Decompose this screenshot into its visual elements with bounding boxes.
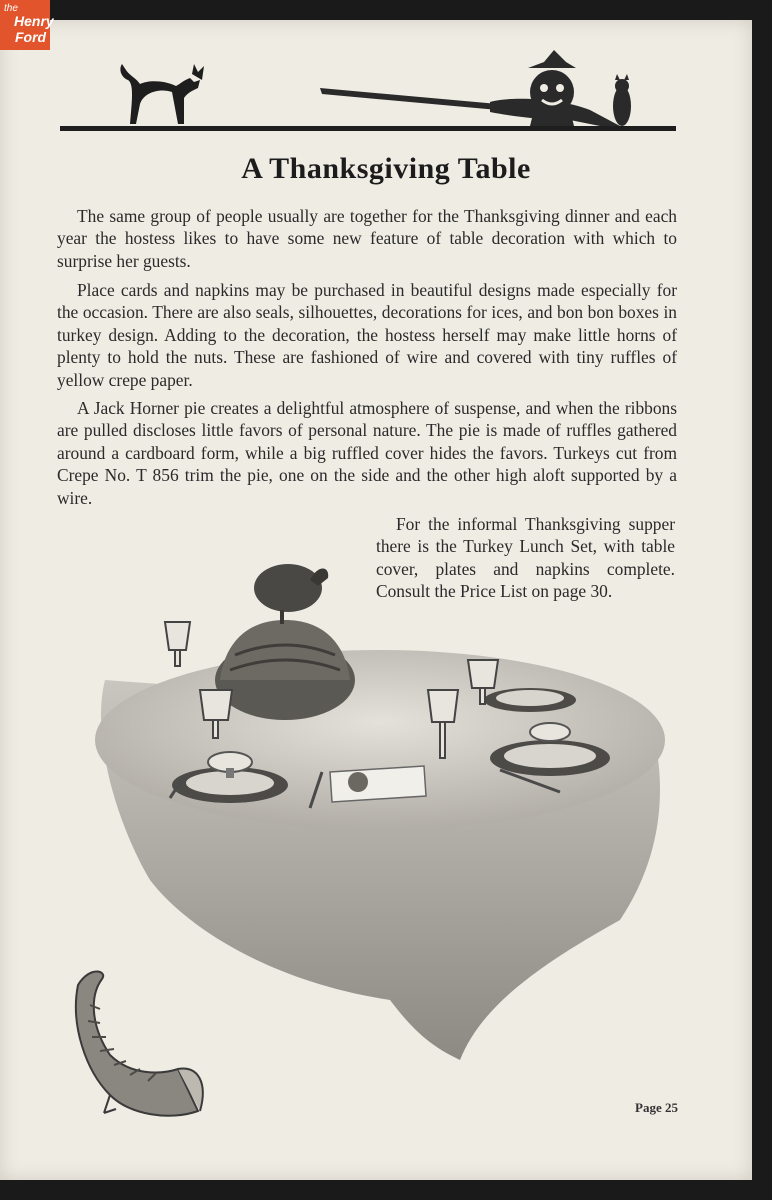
owl-silhouette [613,74,631,126]
silhouette-banner-illustration [60,40,676,140]
paragraph-3 [57,397,677,509]
page-number: Page 25 [635,1100,678,1115]
jack-horner-pie-centerpiece [215,564,355,720]
paragraph-2 [57,279,677,391]
paragraph-4-text: For the informal Thanksgiving supper there is the Turkey Lunch Set, with table cover, plates and napkins complete. Consult the Price List on page 30. [376,514,675,602]
place-card [330,766,426,802]
logo-text-the: the [4,3,18,14]
horn-of-plenty-illustration [60,965,210,1125]
paragraph-1-text: The same group of people usually are together for the Thanksgiving dinner and each year the hostess likes to have some new feature of table decoration with which to surprise her guests. [57,206,677,271]
pumpkin-head-silhouette [528,50,576,126]
paragraph-2-text: Place cards and napkins may be purchased in beautiful designs made especially for the occasion. There are also seals, silhouettes, decorations for ices, and bon bon boxes in turkey design. Adding to the decoration, the hostess herself may make little horns of plenty to hold the nuts. These are fashioned of wire and covered with tiny ruffles of yellow crepe paper. [57,280,677,390]
broomstick-silhouette [320,88,620,126]
logo-text-ford: Ford [15,29,47,45]
paragraph-3-text: A Jack Horner pie creates a delightful atmosphere of suspense, and when the ribbons are pulled discloses little favors of personal nature. The pie is made of ruffles gathered around a cardboard form, while a big ruffled cover hides the favors. Turkeys cut from Crepe No. T 856 trim the pie, one on the side and the other high aloft supported by a wire. [57,398,677,508]
black-cat-silhouette [120,64,204,124]
page-title: A Thanksgiving Table [241,152,531,185]
henry-ford-logo [0,0,54,50]
logo-text-henry: Henry [14,13,54,29]
paragraph-1 [57,205,677,272]
place-setting-back [484,688,576,712]
table-top [95,650,665,830]
